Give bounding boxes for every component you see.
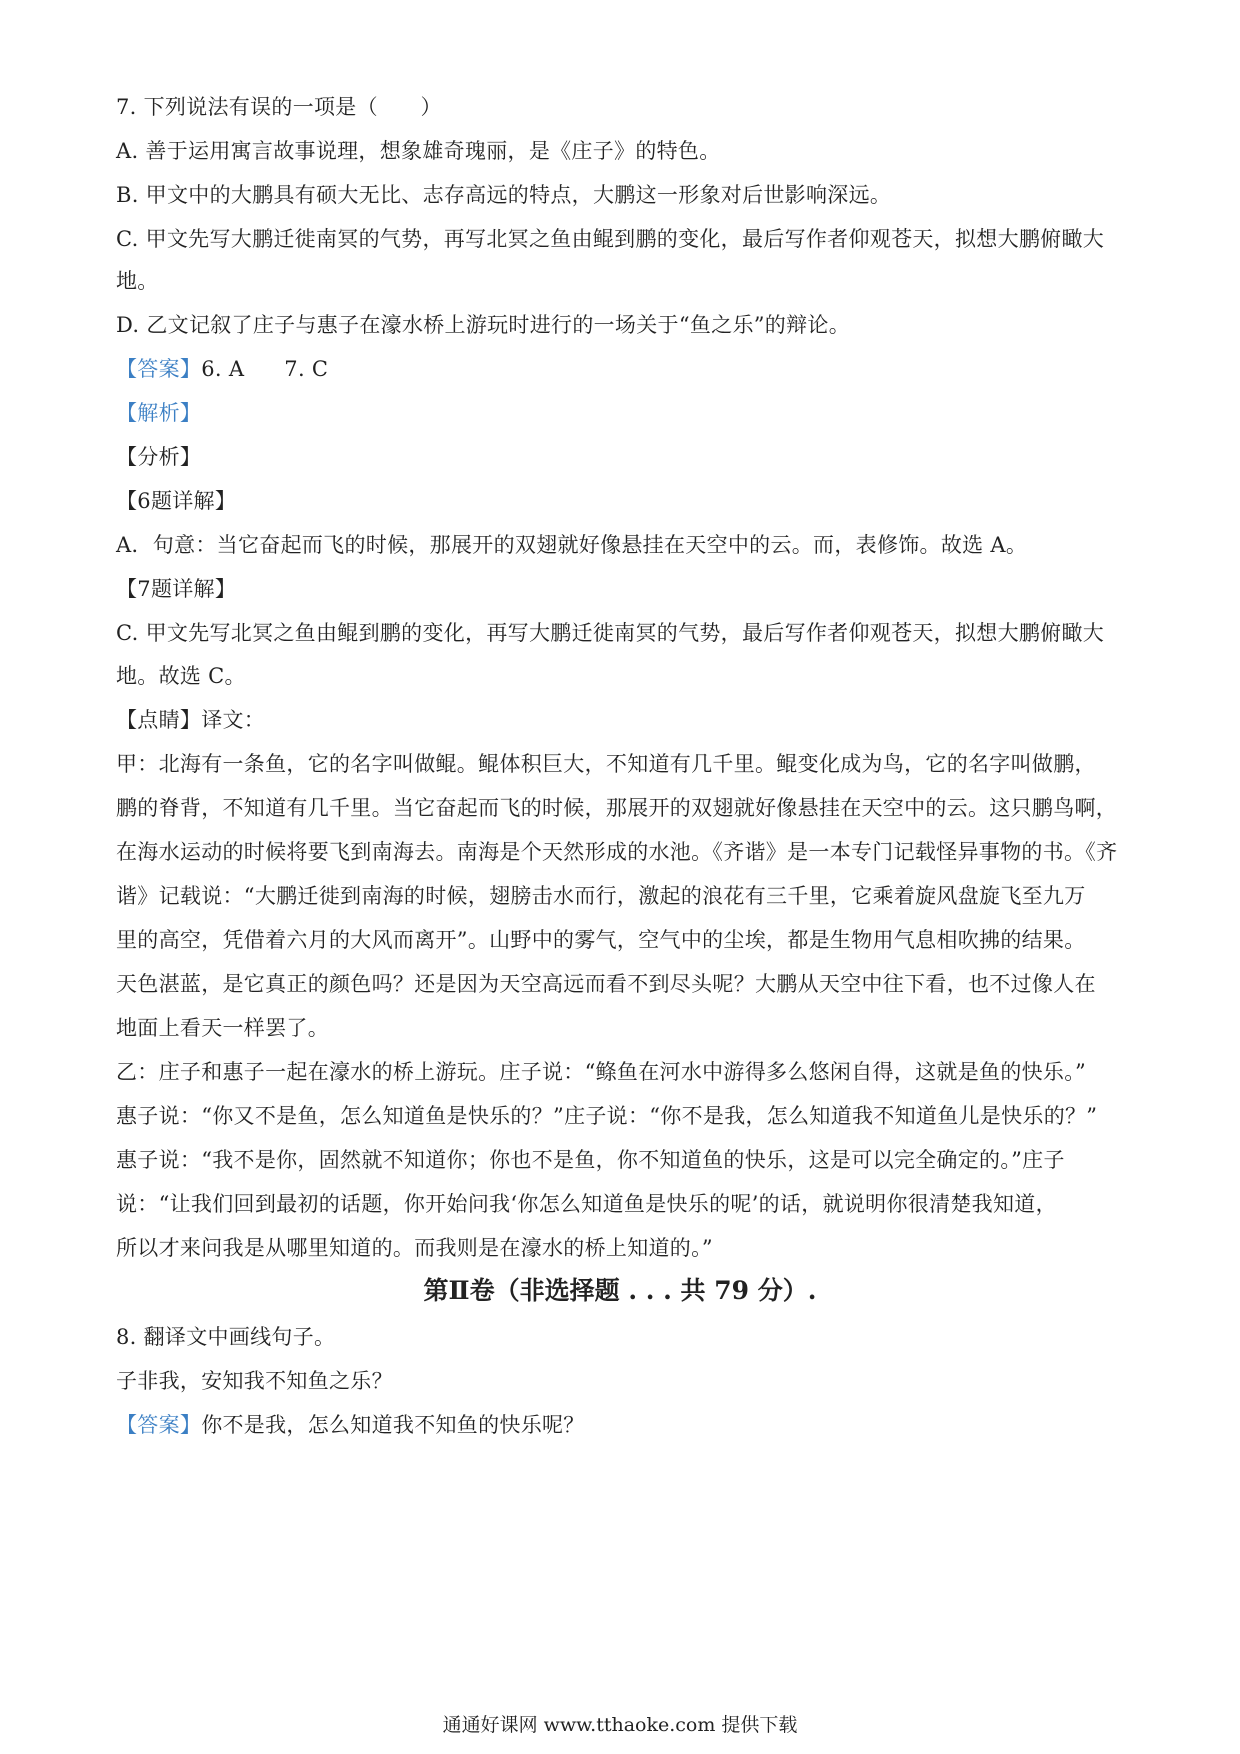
answer-7: 7. C (284, 357, 329, 381)
question-7-option-a: A. 善于运用寓言故事说理，想象雄奇瑰丽，是《庄子》的特色。 (116, 139, 721, 163)
question-6-detail-text: A．句意：当它奋起而飞的时候，那展开的双翅就好像悬挂在天空中的云。而，表修饰。故选 A。 (116, 533, 1028, 557)
footer-watermark: 通通好课网 www.tthaoke.com 提供下载 (442, 1714, 798, 1736)
question-7-detail-line1: C. 甲文先写北冥之鱼由鲲到鹏的变化，再写大鹏迁徙南冥的气势，最后写作者仰观苍天，拟想大鹏俯瞰大 (116, 621, 1105, 645)
question-8-answer-text: 你不是我，怎么知道我不知鱼的快乐呢？ (201, 1413, 585, 1437)
translation-yi-line: 乙：庄子和惠子一起在濠水的桥上游玩。庄子说：“鲦鱼在河水中游得多么悠闲自得，这就是鱼的快乐。” (116, 1060, 1087, 1084)
fenxi-heading: 【分析】 (116, 445, 202, 469)
section-2-title: 第Ⅱ卷（非选择题 . . . 共 79 分）. (423, 1276, 817, 1305)
translation-jia-line: 天色湛蓝，是它真正的颜色吗？还是因为天空高远而看不到尽头呢？大鹏从天空中往下看，也不过像人在 (116, 972, 1096, 996)
answer-row-6-7 (116, 354, 1136, 384)
question-7-detail-line2: 地。故选 C。 (116, 664, 246, 688)
analysis-label: 【解析】 (116, 401, 202, 425)
answer-label: 【答案】 (116, 1413, 202, 1437)
question-8-answer (116, 1410, 1136, 1440)
question-7-detail-heading: 【7题详解】 (116, 577, 237, 601)
translation-yi-line: 所以才来问我是从哪里知道的。而我则是在濠水的桥上知道的。” (116, 1236, 713, 1260)
translation-jia-line: 谐》记载说：“大鹏迁徙到南海的时候，翅膀击水而行，激起的浪花有三千里，它乘着旋风盘旋飞至九万 (116, 884, 1086, 908)
question-7-option-c-line1: C. 甲文先写大鹏迁徙南冥的气势，再写北冥之鱼由鲲到鹏的变化，最后写作者仰观苍天，拟想大鹏俯瞰大 (116, 227, 1105, 251)
answer-label: 【答案】 (116, 357, 202, 381)
question-6-detail-heading: 【6题详解】 (116, 489, 237, 513)
translation-yi-line: 惠子说：“你又不是鱼，怎么知道鱼是快乐的？”庄子说：“你不是我，怎么知道我不知道鱼儿是快乐的？” (116, 1104, 1098, 1128)
question-7-option-c-line2: 地。 (116, 269, 159, 293)
question-7-option-d: D. 乙文记叙了庄子与惠子在濠水桥上游玩时进行的一场关于“鱼之乐”的辩论。 (116, 313, 851, 337)
translation-jia-line: 甲：北海有一条鱼，它的名字叫做鲲。鲲体积巨大，不知道有几千里。鲲变化成为鸟，它的名字叫做鹏， (116, 752, 1096, 776)
translation-yi-line: 说：“让我们回到最初的话题，你开始问我‘你怎么知道鱼是快乐的呢’的话，就说明你很清楚我知道， (116, 1192, 1057, 1216)
question-8-sentence: 子非我，安知我不知鱼之乐？ (116, 1369, 393, 1393)
translation-jia-line: 地面上看天一样罢了。 (116, 1016, 329, 1040)
translation-jia-line: 在海水运动的时候将要飞到南海去。南海是个天然形成的水池。《齐谐》是一本专门记载怪异事物的书。《齐 (116, 840, 1118, 864)
question-7-option-b: B. 甲文中的大鹏具有硕大无比、志存高远的特点，大鹏这一形象对后世影响深远。 (116, 183, 892, 207)
answer-6: 6. A (201, 357, 245, 381)
translation-yi-line: 惠子说：“我不是你，固然就不知道你；你也不是鱼，你不知道鱼的快乐，这是可以完全确定的。”庄子 (116, 1148, 1065, 1172)
question-8-stem: 8. 翻译文中画线句子。 (116, 1325, 336, 1349)
dianjing-heading: 【点睛】译文： (116, 708, 266, 732)
translation-jia-line: 里的高空，凭借着六月的大风而离开”。山野中的雾气，空气中的尘埃，都是生物用气息相吹拂的结果。 (116, 928, 1086, 952)
question-7-stem: 7. 下列说法有误的一项是（ ） (116, 95, 442, 119)
translation-jia-line: 鹏的脊背，不知道有几千里。当它奋起而飞的时候，那展开的双翅就好像悬挂在天空中的云。这只鹏鸟啊， (116, 796, 1118, 820)
